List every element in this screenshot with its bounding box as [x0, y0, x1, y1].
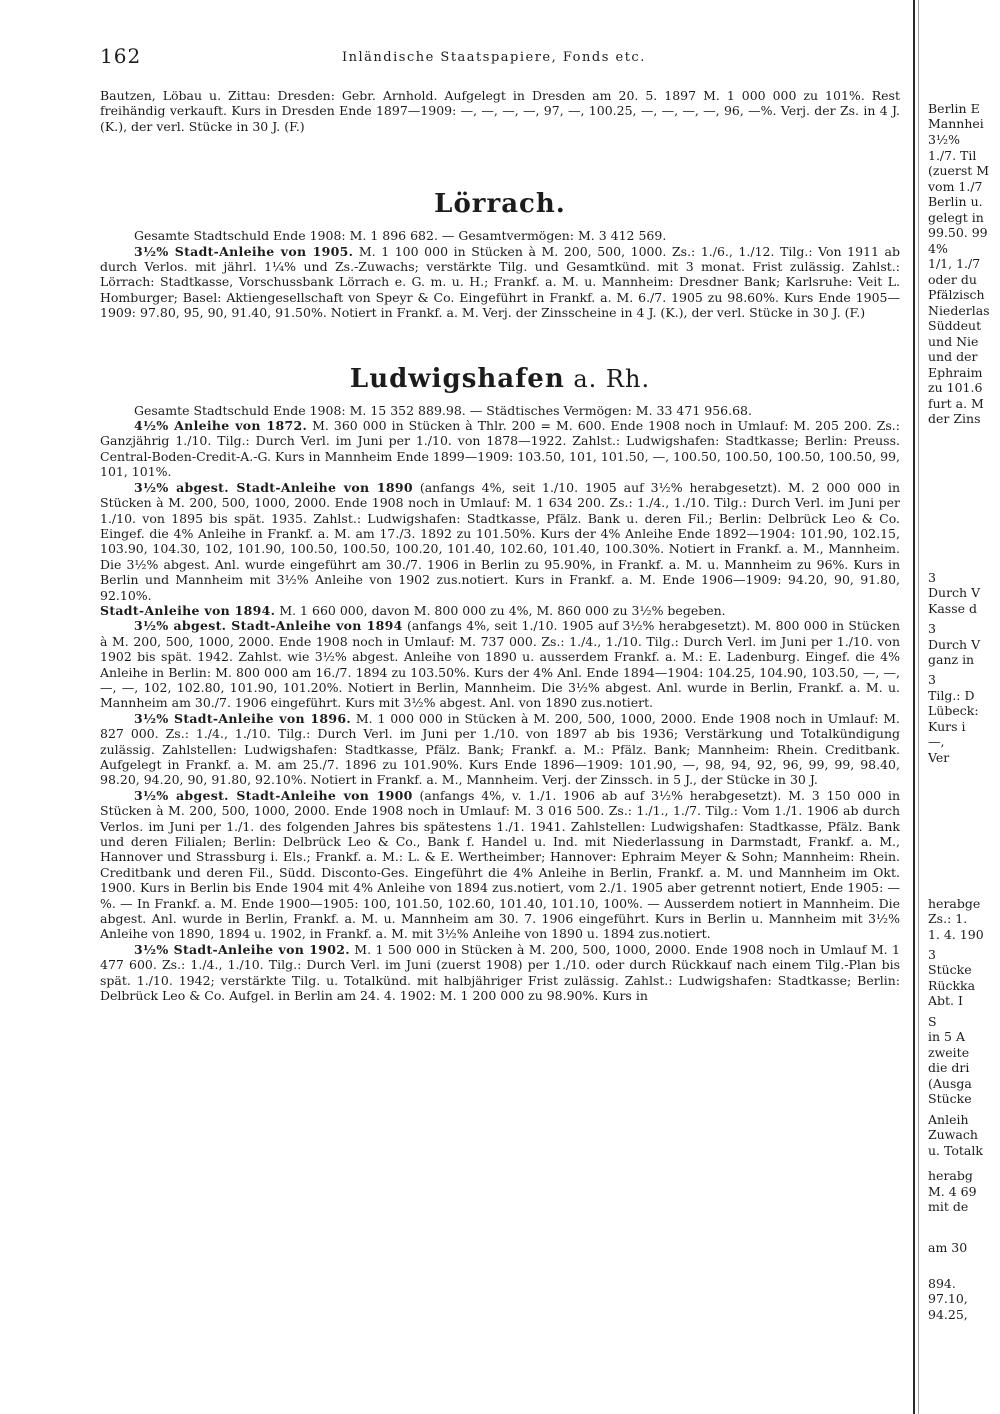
adjacent-column-line: 1./7. Til	[928, 148, 977, 163]
adjacent-column-line: Süddeut	[928, 318, 982, 333]
adjacent-column-line: ganz in	[928, 652, 975, 667]
bond-entry	[100, 788, 900, 942]
adjacent-column-line: Stücke	[928, 962, 972, 977]
bond-text: M. 1 500 000 in Stücken à M. 200, 500, 1000, 2000. Ende 1908 noch in Umlauf M. 1 477 600. Zs.: 1./4., 1./10. Tilg.: Durch Verl. im Juni (zuerst 1908) per 1./10. oder durch Rückkauf nach einem Tilg.-Plan bis spät. 1./10. 1942; verstärkte Tilg. u. Totalkünd. mit halbjähriger Frist zulässig. Zahlst.: Ludwigshafen: Stadtkasse; Berlin: Delbrück Leo & Co. Aufgel. in Berlin am 24. 4. 1902: M. 1 200 000 zu 98.90%. Kurs in	[100, 941, 900, 1004]
adjacent-column-line: oder du	[928, 272, 977, 287]
adjacent-column-line: furt a. M	[928, 396, 984, 411]
adjacent-column-line: 3	[928, 672, 936, 687]
column-divider	[913, 0, 915, 1414]
bond-text: (anfangs 4%, seit 1./10. 1905 auf 3½% herabgesetzt). M. 800 000 in Stücken à M. 200, 500, 1000, 2000. Ende 1908 noch in Umlauf: M. 737 000. Zs.: 1./4., 1./10. Tilg.: Durch Verl. im Juni per 1./10. von 1902 bis spät. 1942. Zahlst. wie 3½% abgest. Anleihe von 1890 u. ausserdem Frankf. a. M.: E. Ladenburg. Eingef. die 4% Anleihe in Berlin: M. 800 000 am 16./7. 1894 zu 103.50%. Kurs der 4% Anl. Ende 1894—1904: 104.25, 104.90, 103.50, —, —, —, —, 102, 102.80, 101.90, 101.20%. Notiert in Berlin, Mannheim. Die 3½% abgest. Anl. wurde in Berlin, Frankf. a. M. u. Mannheim am 30./7. 1906 eingeführt. Kurs mit 3½% abgest. Anl. von 1890 zus.notiert.	[100, 618, 901, 711]
adjacent-column-line: am 30	[928, 1240, 968, 1255]
adjacent-column-line: 3½%	[928, 132, 960, 147]
column-divider-shadow	[918, 0, 919, 1414]
bond-entry	[100, 711, 900, 788]
adjacent-column-line: Zuwach	[928, 1127, 978, 1142]
loerrach-bond-entry	[100, 244, 900, 321]
page-number: 162	[100, 44, 142, 68]
page-body	[100, 88, 900, 1004]
adjacent-column-line: mit de	[928, 1199, 969, 1214]
bond-title: 3½% abgest. Stadt-Anleihe von 1890	[134, 479, 413, 495]
adjacent-column-line: 3	[928, 947, 936, 962]
city-heading-main: Ludwigshafen	[349, 363, 565, 394]
adjacent-column-line: Tilg.: D	[928, 688, 975, 703]
adjacent-column-line: 99.50. 99	[928, 225, 988, 240]
bond-title: 3½% Stadt-Anleihe von 1902.	[134, 941, 350, 957]
adjacent-column-line: 3	[928, 621, 936, 636]
adjacent-column-line: Zs.: 1.	[928, 911, 968, 926]
adjacent-column-line: und Nie	[928, 334, 979, 349]
page-header	[100, 44, 900, 74]
bond-entry	[100, 418, 900, 480]
bond-title: 3½% abgest. Stadt-Anleihe von 1900	[134, 787, 413, 803]
bond-text: M. 360 000 in Stücken à Thlr. 200 = M. 600. Ende 1908 noch in Umlauf: M. 205 200. Zs.: Ganzjährig 1./10. Tilg.: Durch Verl. im Juni per 1./10. von 1878—1922. Zahlst.: Ludwigshafen: Stadtkasse; Berlin: Preuss. Central-Boden-Credit-A.-G. Kurs in Mannheim Ende 1899—1909: 103.50, 101, 101.50, —, 100.50, 100.50, 100.50, 100.50, 99, 101, 101%.	[100, 418, 900, 480]
bond-entry	[100, 603, 900, 618]
bond-text: M. 1 000 000 in Stücken à M. 200, 500, 1000, 2000. Ende 1908 noch in Umlauf: M. 827 000. Zs.: 1./4., 1./10. Tilg.: Durch Verl. im Juni per 1./10. von 1897 ab bis 1936; Verstärkung und Totalkündigung zulässig. Zahlstellen: Ludwigshafen: Stadtkasse, Pfälz. Bank; Frankf. a. M.: Pfälz. Bank; Mannheim: Rhein. Creditbank. Aufgelegt in Frankf. a. M. am 25./7. 1896 zu 101.90%. Kurs Ende 1896—1909: 101.90, —, 98, 94, 92, 96, 99, 99, 98.40, 98.20, 94.20, 90, 91.80, 92.10%. Notiert in Frankf. a. M., Mannheim. Verj. der Zinssch. in 5 J., der Stücke in 30 J.	[100, 710, 900, 788]
adjacent-column-line: 1. 4. 190	[928, 927, 984, 942]
adjacent-column-line: Berlin u.	[928, 194, 983, 209]
adjacent-column-line: zweite	[928, 1045, 970, 1060]
bond-title: 3½% Stadt-Anleihe von 1905.	[134, 243, 354, 259]
adjacent-column-line: Berlin E	[928, 101, 980, 116]
adjacent-column-line: Durch V	[928, 585, 981, 600]
adjacent-page-column	[928, 0, 1000, 1414]
bond-entry	[100, 942, 900, 1004]
adjacent-column-line: gelegt in	[928, 210, 984, 225]
adjacent-column-line: 94.25,	[928, 1307, 968, 1322]
bond-title: 3½% abgest. Stadt-Anleihe von 1894	[134, 618, 403, 634]
adjacent-column-line: die dri	[928, 1060, 970, 1075]
adjacent-column-line: Abt. I	[928, 993, 963, 1008]
adjacent-column-line: S	[928, 1014, 937, 1029]
adjacent-column-line: vom 1./7	[928, 179, 983, 194]
adjacent-column-line: Kurs i	[928, 719, 966, 734]
bond-text: (anfangs 4%, seit 1./10. 1905 auf 3½% herabgesetzt). M. 2 000 000 in Stücken à M. 200, 500, 1000, 2000. Ende 1908 noch in Umlauf: M. 1 634 200. Zs.: 1./4., 1./10. Tilg.: Durch Verl. im Juni per 1./10. von 1895 bis spät. 1935. Zahlst.: Ludwigshafen: Stadtkasse, Pfälz. Bank u. deren Fil.; Berlin: Delbrück Leo & Co. Eingef. die 4% Anleihe in Frankf. a. M. am 17./3. 1892 zu 101.50%. Kurs der 4% Anleihe Ende 1892—1904: 101.90, 102.15, 103.90, 104.30, 102, 101.90, 100.50, 100.50, 100.20, 101.40, 102.60, 101.40, 100.30%. Notiert in Frankf. a. M., Mannheim. Die 3½% abgest. Anl. wurde eingeführt am 30./7. 1906 in Berlin zu 95.90%, in Frankf. a. M. u. Mannheim zu 96%. Kurs in Berlin und Mannheim mit 3½% Anleihe von 1902 zus.notiert. Kurs in Frankf. a. M. Ende 1906—1909: 94.20, 90, 91.80, 92.10%.	[100, 479, 900, 603]
intro-paragraph: Bautzen, Löbau u. Zittau: Dresden: Gebr. Arnhold. Aufgelegt in Dresden am 20. 5. 1897 M. 1 000 000 zu 101%. Rest freihändig verkauft. Kurs in Dresden Ende 1897—1909: —, —, —, —, 97, —, 100.25, —, —, —, —, 96, —%. Verj. der Zs. in 4 J. (K.), der verl. Stücke in 30 J. (F.)	[100, 88, 900, 134]
bond-entry	[100, 618, 900, 710]
adjacent-column-line: Durch V	[928, 637, 981, 652]
adjacent-column-line: 3	[928, 570, 936, 585]
bond-text: M. 1 660 000, davon M. 800 000 zu 4%, M. 860 000 zu 3½% begeben.	[279, 602, 726, 618]
adjacent-column-line: —,	[928, 734, 945, 749]
adjacent-column-line: der Zins	[928, 411, 981, 426]
bond-text: (anfangs 4%, v. 1./1. 1906 ab auf 3½% herabgesetzt). M. 3 150 000 in Stücken à M. 200, 500, 1000, 2000. Ende 1908 noch in Umlauf: M. 3 016 500. Zs.: 1./1., 1./7. Tilg.: Vom 1./1. 1906 ab durch Verlos. im Juni per 1./1. des folgenden Jahres bis spätestens 1./1. 1941. Zahlstellen: Ludwigshafen: Stadtkasse, Pfälz. Bank und deren Filialen; Berlin: Delbrück Leo & Co., Bank f. Handel u. Ind. mit Niederlassung in Darmstadt, Frankf. a. M., Hannover und Strassburg i. Els.; Frankf. a. M.: L. & E. Wertheimber; Hannover: Ephraim Meyer & Sohn; Mannheim: Rhein. Creditbank und deren Fil., Südd. Disconto-Ges. Eingeführt die 4% Anleihe in Berlin, Frankf. a. M. und Mannheim im Okt. 1900. Kurs in Berlin bis Ende 1904 mit 4% Anleihe von 1894 zus.notiert, vom 2./1. 1905 aber getrennt notiert, Ende 1905: — %. — In Frankf. a. M. Ende 1900—1905: 100, 101.50, 102.60, 101.40, 101.10, 100%. — Ausserdem notiert in Mannheim. Die abgest. Anl. wurde in Berlin, Frankf. a. M. u. Mannheim am 30. 7. 1906 eingeführt. Kurs in Berlin u. Mannheim mit 3½% Anleihe von 1890, 1894 u. 1902, in Frankf. a. M. mit 3½% Anleihe von 1890 u. 1894 zus.notiert.	[100, 787, 900, 942]
adjacent-column-line: Pfälzisch	[928, 287, 985, 302]
adjacent-column-line: 4%	[928, 241, 948, 256]
bond-title: 3½% Stadt-Anleihe von 1896.	[134, 710, 352, 726]
bond-title: Stadt-Anleihe von 1894.	[100, 602, 276, 618]
adjacent-column-line: und der	[928, 349, 978, 364]
adjacent-column-line: Mannhei	[928, 116, 984, 131]
adjacent-column-line: 894.	[928, 1276, 956, 1291]
adjacent-column-line: 1/1, 1./7	[928, 256, 981, 271]
city-heading-loerrach: Lörrach.	[434, 189, 566, 220]
adjacent-column-line: (zuerst M	[928, 163, 990, 178]
adjacent-column-line: Ver	[928, 750, 950, 765]
adjacent-column-line: Stücke	[928, 1091, 972, 1106]
adjacent-column-line: herabg	[928, 1168, 973, 1183]
bond-entry	[100, 480, 900, 603]
city-heading-ludwigshafen	[100, 365, 900, 393]
running-title: Inländische Staatspapiere, Fonds etc.	[342, 50, 646, 65]
bond-title: 4½% Anleihe von 1872.	[134, 418, 308, 434]
adjacent-column-line: Anleih	[928, 1112, 969, 1127]
ludwigshafen-summary: Gesamte Stadtschuld Ende 1908: M. 15 352 889.98. — Städtisches Vermögen: M. 33 471 956.68.	[134, 402, 752, 418]
adjacent-column-line: herabge	[928, 896, 981, 911]
city-heading-suffix: a. Rh.	[564, 364, 651, 393]
adjacent-column-line: Lübeck:	[928, 703, 979, 718]
adjacent-column-line: (Ausga	[928, 1076, 972, 1091]
adjacent-column-line: M. 4 69	[928, 1184, 977, 1199]
adjacent-column-line: Niederlas	[928, 303, 990, 318]
adjacent-column-line: Rückka	[928, 978, 976, 993]
loerrach-summary: Gesamte Stadtschuld Ende 1908: M. 1 896 682. — Gesamtvermögen: M. 3 412 569.	[134, 228, 667, 244]
adjacent-column-line: Ephraim	[928, 365, 983, 380]
adjacent-column-line: zu 101.6	[928, 380, 983, 395]
adjacent-column-line: u. Totalk	[928, 1143, 983, 1158]
adjacent-column-line: in 5 A	[928, 1029, 965, 1044]
bond-text: M. 1 100 000 in Stücken à M. 200, 500, 1000. Zs.: 1./6., 1./12. Tilg.: Von 1911 ab durch Verlos. mit jährl. 1¼% und Zs.-Zuwachs; verstärkte Tilg. und Gesamtkünd. mit 3 monat. Frist zulässig. Zahlst.: Lörrach: Stadtkasse, Vorschussbank Lörrach e. G. m. u. H.; Frankf. a. M. u. Mannheim: Dresdner Bank; Karlsruhe: Veit L. Homburger; Basel: Aktiengesellschaft von Speyr & Co. Eingeführt in Frankf. a. M. 6./7. 1905 zu 98.60%. Kurs Ende 1905—1909: 97.80, 95, 90, 91.40, 91.50%. Notiert in Frankf. a. M. Verj. der Zinsscheine in 4 J. (K.), der verl. Stücke in 30 J. (F.)	[100, 243, 900, 321]
adjacent-column-line: 97.10,	[928, 1291, 968, 1306]
adjacent-column-line: Kasse d	[928, 601, 977, 616]
